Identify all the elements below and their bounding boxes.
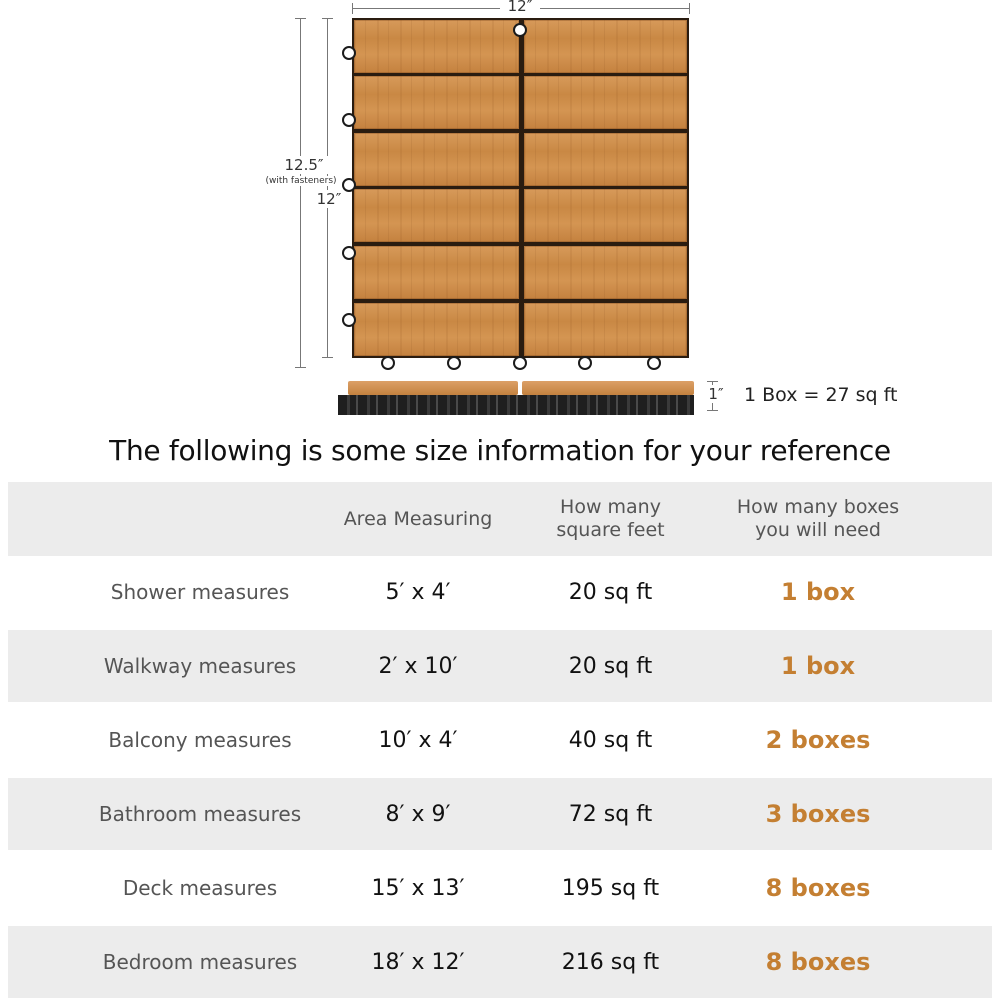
row-boxes: 2 boxes <box>765 726 871 754</box>
row-area: 2′ x 10′ <box>378 653 458 679</box>
wood-slat <box>354 76 519 129</box>
inner-height-line <box>327 18 328 358</box>
header-area: Area Measuring <box>343 507 493 530</box>
row-area: 5′ x 4′ <box>385 579 451 605</box>
row-area: 18′ x 12′ <box>371 949 465 975</box>
coverage-label: 1 Box = 27 sq ft <box>744 384 898 406</box>
wood-slat <box>524 246 687 299</box>
row-area: 15′ x 13′ <box>371 875 465 901</box>
table-row <box>8 926 992 998</box>
row-sqft: 20 sq ft <box>568 653 653 679</box>
thickness-tick-bottom <box>707 410 718 411</box>
row-area: 10′ x 4′ <box>378 727 458 753</box>
table-row <box>8 778 992 850</box>
outer-height-label: 12.5″ <box>272 156 336 174</box>
row-name: Bedroom measures <box>102 950 298 974</box>
header-boxes-line1: How many boxes <box>736 496 900 518</box>
inner-height-label: 12″ <box>312 190 346 208</box>
header-square-feet <box>498 482 723 556</box>
wood-slat <box>354 303 519 356</box>
fastener-clip-icon <box>342 313 356 327</box>
header-sqft-line2: square feet <box>556 519 665 541</box>
header-boxes <box>713 482 923 556</box>
wood-slat <box>354 189 519 242</box>
row-name: Balcony measures <box>108 728 292 752</box>
table-row <box>8 630 992 702</box>
outer-height-tick-top <box>295 18 306 19</box>
fastener-clip-icon <box>578 356 592 370</box>
width-label: 12″ <box>500 0 540 15</box>
thickness-label: 1″ <box>708 385 724 403</box>
row-boxes: 1 box <box>780 578 856 606</box>
wood-slat <box>354 133 519 186</box>
header-sqft-line1: How many <box>560 496 661 518</box>
row-sqft: 72 sq ft <box>568 801 653 827</box>
wood-slat <box>354 246 519 299</box>
wood-slat <box>524 76 687 129</box>
row-boxes: 1 box <box>780 652 856 680</box>
row-sqft: 216 sq ft <box>561 949 660 975</box>
row-sqft: 195 sq ft <box>561 875 660 901</box>
fastener-clip-icon <box>342 178 356 192</box>
wood-slat <box>524 133 687 186</box>
fastener-clip-icon <box>513 23 527 37</box>
fastener-clip-icon <box>513 356 527 370</box>
row-boxes: 8 boxes <box>765 948 871 976</box>
thickness-tick-top <box>707 381 718 382</box>
wood-slat <box>524 20 687 73</box>
width-dimension-tick-left <box>352 3 353 14</box>
fastener-clip-icon <box>381 356 395 370</box>
row-area: 8′ x 9′ <box>385 801 451 827</box>
page-title: The following is some size information for your reference <box>109 434 891 467</box>
tile-side-profile-wood-left <box>348 381 518 395</box>
inner-height-tick-bottom <box>322 357 333 358</box>
outer-height-tick-bottom <box>295 367 306 368</box>
row-sqft: 20 sq ft <box>568 579 653 605</box>
table-row <box>8 556 992 628</box>
row-sqft: 40 sq ft <box>568 727 653 753</box>
tile-side-profile-base <box>338 395 694 415</box>
fastener-clip-icon <box>342 246 356 260</box>
table-row <box>8 704 992 776</box>
fastener-clip-icon <box>342 46 356 60</box>
inner-height-tick-top <box>322 18 333 19</box>
width-dimension-tick-right <box>689 3 690 14</box>
outer-height-note: (with fasteners) <box>258 176 344 186</box>
row-name: Bathroom measures <box>98 802 302 826</box>
table-row <box>8 852 992 924</box>
deck-tile-top-view <box>352 18 689 358</box>
row-name: Walkway measures <box>103 654 297 678</box>
wood-slat <box>524 303 687 356</box>
fastener-clip-icon <box>342 113 356 127</box>
row-name: Deck measures <box>122 876 278 900</box>
fastener-clip-icon <box>647 356 661 370</box>
table-header-row <box>8 482 992 556</box>
fastener-clip-icon <box>447 356 461 370</box>
header-boxes-line2: you will need <box>755 519 881 541</box>
outer-height-line <box>300 18 301 368</box>
row-boxes: 3 boxes <box>765 800 871 828</box>
wood-slat <box>354 20 519 73</box>
wood-slat <box>524 189 687 242</box>
row-boxes: 8 boxes <box>765 874 871 902</box>
tile-side-profile-wood-right <box>522 381 694 395</box>
row-name: Shower measures <box>110 580 290 604</box>
